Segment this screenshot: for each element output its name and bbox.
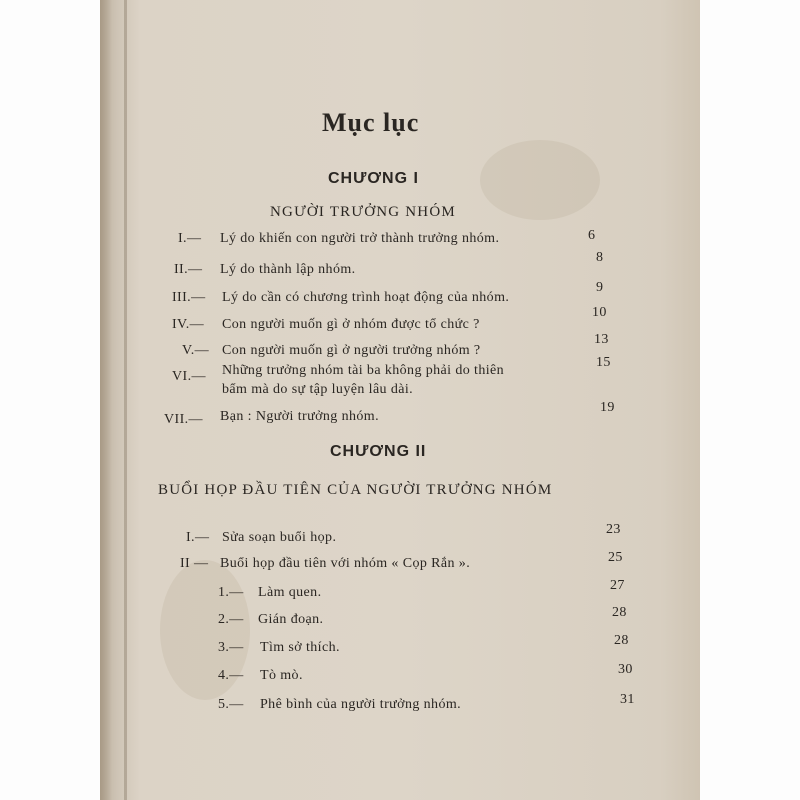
toc-entry-marker: IV.— <box>172 317 205 332</box>
toc-entry-page: 31 <box>620 692 635 707</box>
toc-entry-marker: 1.— <box>218 585 244 600</box>
toc-title: Mục lục <box>322 108 420 137</box>
toc-entry-page: 23 <box>606 522 621 537</box>
chapter-1-label: CHƯƠNG I <box>328 170 419 187</box>
toc-entry-page: 25 <box>608 550 623 565</box>
paper-stain <box>480 140 600 220</box>
toc-entry-marker: VII.— <box>164 412 203 427</box>
toc-entry-text: Sửa soạn buổi họp. <box>222 530 337 545</box>
toc-entry-page: 6 <box>588 228 596 243</box>
toc-entry-text: Con người muốn gì ở người trưởng nhóm ? <box>222 343 481 358</box>
background-right <box>700 0 800 800</box>
toc-entry-marker: I.— <box>178 231 202 246</box>
toc-entry-text: Phê bình của người trưởng nhóm. <box>260 697 462 712</box>
toc-entry-page: 19 <box>600 400 615 415</box>
toc-entry-marker: III.— <box>172 290 206 305</box>
toc-entry-marker: 5.— <box>218 697 244 712</box>
toc-entry-marker: 3.— <box>218 640 244 655</box>
toc-entry-marker: VI.— <box>172 369 206 384</box>
toc-entry-text: Tò mò. <box>260 668 303 683</box>
toc-entry-page: 13 <box>594 332 609 347</box>
toc-entry-marker: II.— <box>174 262 203 277</box>
toc-entry-page: 10 <box>592 305 607 320</box>
chapter-2-label: CHƯƠNG II <box>330 443 427 460</box>
toc-entry-text: Con người muốn gì ở nhóm được tổ chức ? <box>222 317 480 332</box>
chapter-2-heading: BUỔI HỌP ĐẦU TIÊN CỦA NGƯỜI TRƯỞNG NHÓM <box>158 482 553 498</box>
toc-entry-page: 30 <box>618 662 633 677</box>
toc-entry-text: Những trưởng nhóm tài ba không phải do thiên <box>222 363 505 378</box>
toc-entry-text: Lý do thành lập nhóm. <box>220 262 356 277</box>
book-page <box>100 0 700 800</box>
toc-entry-text: Gián đoạn. <box>258 612 324 627</box>
toc-entry-page: 27 <box>610 578 625 593</box>
toc-entry-marker: V.— <box>182 343 210 358</box>
toc-entry-page: 9 <box>596 280 604 295</box>
toc-entry-page: 8 <box>596 250 604 265</box>
toc-entry-text-continued: bẩm mà do sự tập luyện lâu dài. <box>222 382 414 397</box>
toc-entry-marker: II — <box>180 556 209 571</box>
toc-entry-marker: 4.— <box>218 668 244 683</box>
toc-entry-page: 28 <box>614 633 629 648</box>
toc-entry-text: Lý do khiến con người trở thành trưởng nhóm. <box>220 231 500 246</box>
page-fold <box>124 0 127 800</box>
toc-entry-marker: 2.— <box>218 612 244 627</box>
toc-entry-text: Bạn : Người trưởng nhóm. <box>220 409 379 424</box>
chapter-1-heading: NGƯỜI TRƯỞNG NHÓM <box>270 204 456 220</box>
toc-entry-text: Tìm sở thích. <box>260 640 340 655</box>
background-left <box>0 0 100 800</box>
toc-entry-marker: I.— <box>186 530 210 545</box>
toc-entry-text: Buổi họp đầu tiên với nhóm « Cọp Rắn ». <box>220 556 471 571</box>
toc-entry-text: Làm quen. <box>258 585 322 600</box>
toc-entry-page: 15 <box>596 355 611 370</box>
page-edge-shadow <box>100 0 112 800</box>
toc-entry-text: Lý do cần có chương trình hoạt động của nhóm. <box>222 290 510 305</box>
toc-entry-page: 28 <box>612 605 627 620</box>
